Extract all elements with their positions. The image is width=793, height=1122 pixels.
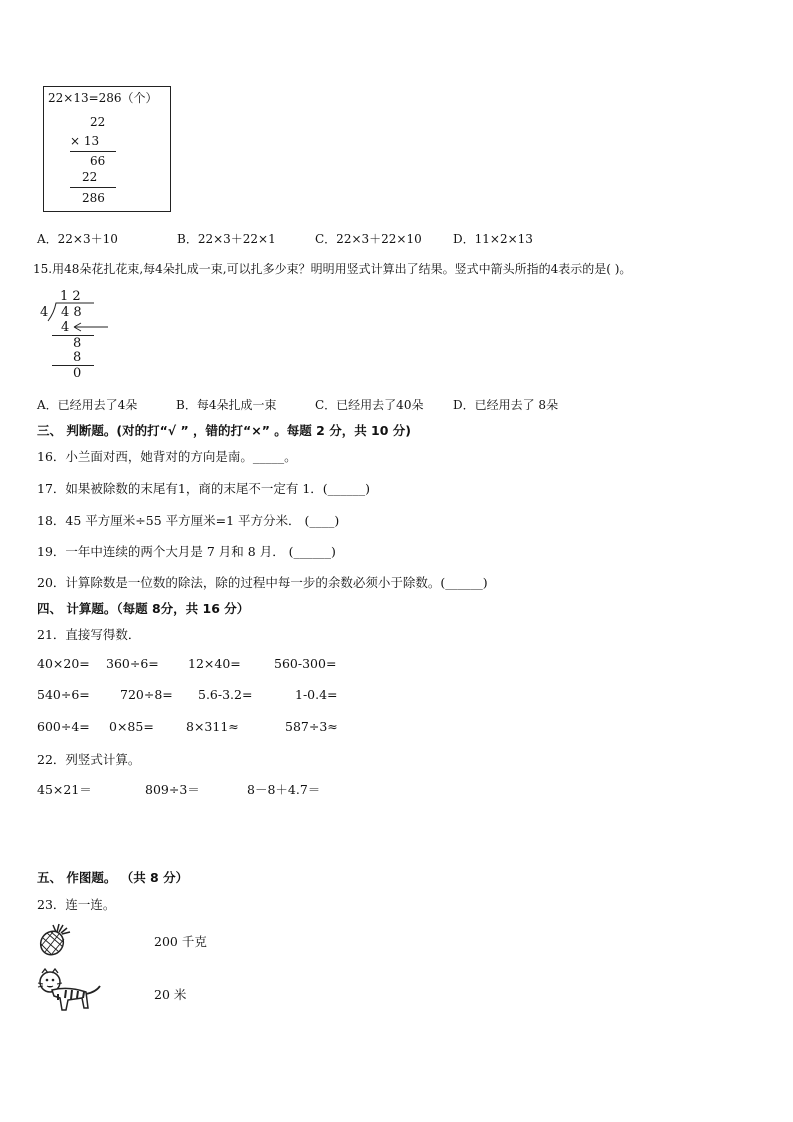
vertical-calc-item: 809÷3＝ [145,782,200,797]
calc-item: 720÷8= [120,687,173,702]
step-3: 8 [73,350,82,365]
label-200kg: 200 千克 [154,934,207,949]
calc-item: 12×40= [188,656,241,671]
section-4-heading: 四、 计算题。（每题 8分，共 16 分） [37,601,250,616]
dividend: 4 8 [61,305,82,320]
option-c: C．已经用去了40朵 [315,398,424,412]
calc-item: 360÷6= [106,656,159,671]
step-2: 8 [73,336,82,351]
question-15: 15.用48朵花扎花束,每4朵扎成一束,可以扎多少束？明明用竖式计算出了结果。竖式中箭头所指的4表示的是( )。 [33,262,632,276]
partial-product-1: 66 [90,154,106,168]
vertical-calc-item: 45×21＝ [37,782,92,797]
option-a: A．已经用去了4朵 [37,398,138,412]
question-21: 21．直接写得数． [37,627,141,642]
remainder: 0 [73,366,82,381]
option-b: B．22×3＋22×1 [177,232,276,246]
section-5-heading: 五、 作图题。 （共 8 分） [37,870,189,885]
calc-item: 5.6-3.2= [198,687,253,702]
divisor: 4 [40,305,49,320]
calc-item: 0×85= [109,719,154,734]
question-20: 20．计算除数是一位数的除法，除的过程中每一步的余数必须小于除数。(______) [37,575,488,590]
multiplication-box [43,86,171,212]
question-16: 16．小兰面对西，她背对的方向是南。_____。 [37,449,297,464]
question-23: 23．连一连。 [37,897,116,912]
option-d: D．已经用去了 8朵 [453,398,559,412]
divider-line [70,187,116,188]
calc-item: 587÷3≈ [285,719,338,734]
option-a: A．22×3＋10 [37,232,118,246]
calc-item: 1-0.4= [295,687,338,702]
option-b: B．每4朵扎成一束 [176,398,277,412]
calc-item: 8×311≈ [186,719,239,734]
pineapple-icon [37,922,73,956]
calc-item: 40×20= [37,656,90,671]
label-20m: 20 米 [154,987,187,1002]
option-c: C．22×3＋22×10 [315,232,422,246]
question-17: 17．如果被除数的末尾有1，商的末尾不一定有 1．(______) [37,481,371,496]
step-1: 4 [61,320,70,335]
calc-item: 560-300= [274,656,337,671]
question-18: 18．45 平方厘米÷55 平方厘米=1 平方分米． (____) [37,513,340,528]
question-22: 22．列竖式计算。 [37,752,141,767]
arrow-icon [70,320,110,334]
multiplier: × 13 [70,134,100,148]
calc-item: 540÷6= [37,687,90,702]
product: 286 [82,191,105,205]
tiger-icon [38,968,102,1016]
vertical-calc-item: 8－8＋4.7＝ [247,782,321,797]
divider-line [70,151,116,152]
multiplicand: 22 [90,115,106,129]
quotient: 1 2 [60,289,81,304]
section-3-heading: 三、 判断题。(对的打“√ ” ，错的打“×” 。每题 2 分，共 10 分) [37,423,412,438]
box-title: 22×13=286（个） [48,91,158,105]
partial-product-2: 22 [82,170,98,184]
calc-item: 600÷4= [37,719,90,734]
question-19: 19．一年中连续的两个大月是 7 月和 8 月． (______) [37,544,336,559]
option-d: D．11×2×13 [453,232,533,246]
